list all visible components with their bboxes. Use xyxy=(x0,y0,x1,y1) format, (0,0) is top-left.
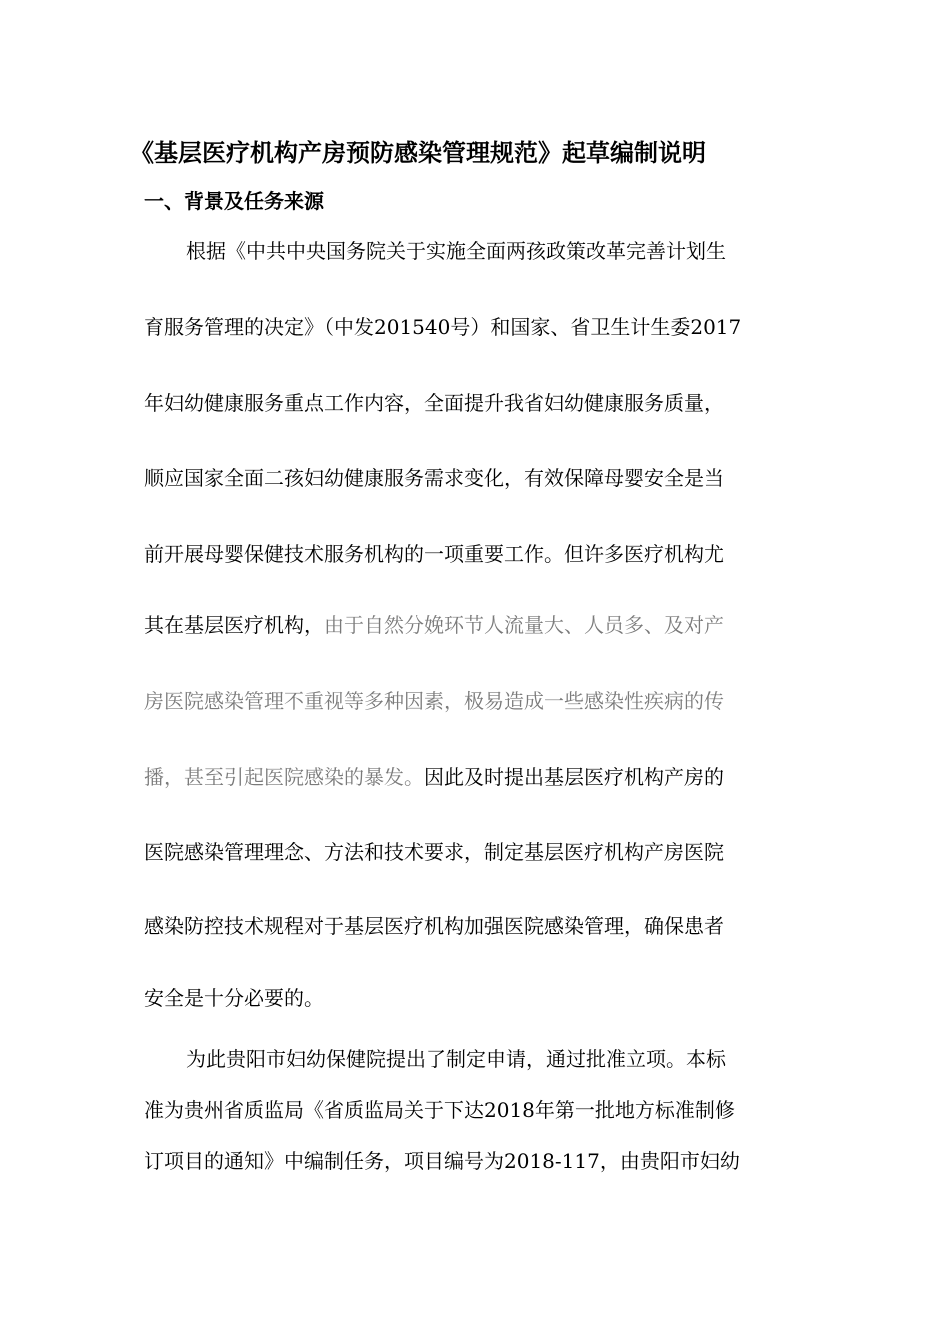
paragraph-line: 准为贵州省质监局《省质监局关于下达2018年第一批地方标准制修 xyxy=(144,1098,735,1122)
paragraph-line: 根据《中共中央国务院关于实施全面两孩政策改革完善计划生 xyxy=(186,239,726,263)
paragraph-line-part: 其在基层医疗机构， xyxy=(144,613,324,637)
paragraph-line: 为此贵阳市妇幼保健院提出了制定申请，通过批准立项。本标 xyxy=(186,1047,726,1071)
paragraph-line-part: 由于自然分娩环节人流量大、人员多、及对产 xyxy=(324,613,724,637)
section-heading: 一、背景及任务来源 xyxy=(144,189,324,213)
paragraph-line: 医院感染管理理念、方法和技术要求，制定基层医疗机构产房医院 xyxy=(144,840,724,864)
paragraph-line: 订项目的通知》中编制任务，项目编号为2018-117，由贵阳市妇幼 xyxy=(144,1149,740,1173)
paragraph-line: 年妇幼健康服务重点工作内容，全面提升我省妇幼健康服务质量， xyxy=(144,391,724,415)
paragraph-line: 顺应国家全面二孩妇幼健康服务需求变化，有效保障母婴安全是当 xyxy=(144,466,724,490)
paragraph-line: 育服务管理的决定》（中发201540号）和国家、省卫生计生委2017 xyxy=(144,315,742,339)
document-title: 《基层医疗机构产房预防感染管理规范》起草编制说明 xyxy=(130,139,706,167)
paragraph-line: 前开展母婴保健技术服务机构的一项重要工作。但许多医疗机构尤 xyxy=(144,542,724,566)
paragraph-line xyxy=(144,611,812,639)
paragraph-line-part: 因此及时提出基层医疗机构产房的 xyxy=(424,765,724,789)
paragraph-line: 感染防控技术规程对于基层医疗机构加强医院感染管理，确保患者 xyxy=(144,914,724,938)
paragraph-line: 安全是十分必要的。 xyxy=(144,986,324,1010)
paragraph-line: 房医院感染管理不重视等多种因素，极易造成一些感染性疾病的传 xyxy=(144,689,724,713)
paragraph-line-part: 播，甚至引起医院感染的暴发。 xyxy=(144,765,424,789)
paragraph-line xyxy=(144,763,812,791)
